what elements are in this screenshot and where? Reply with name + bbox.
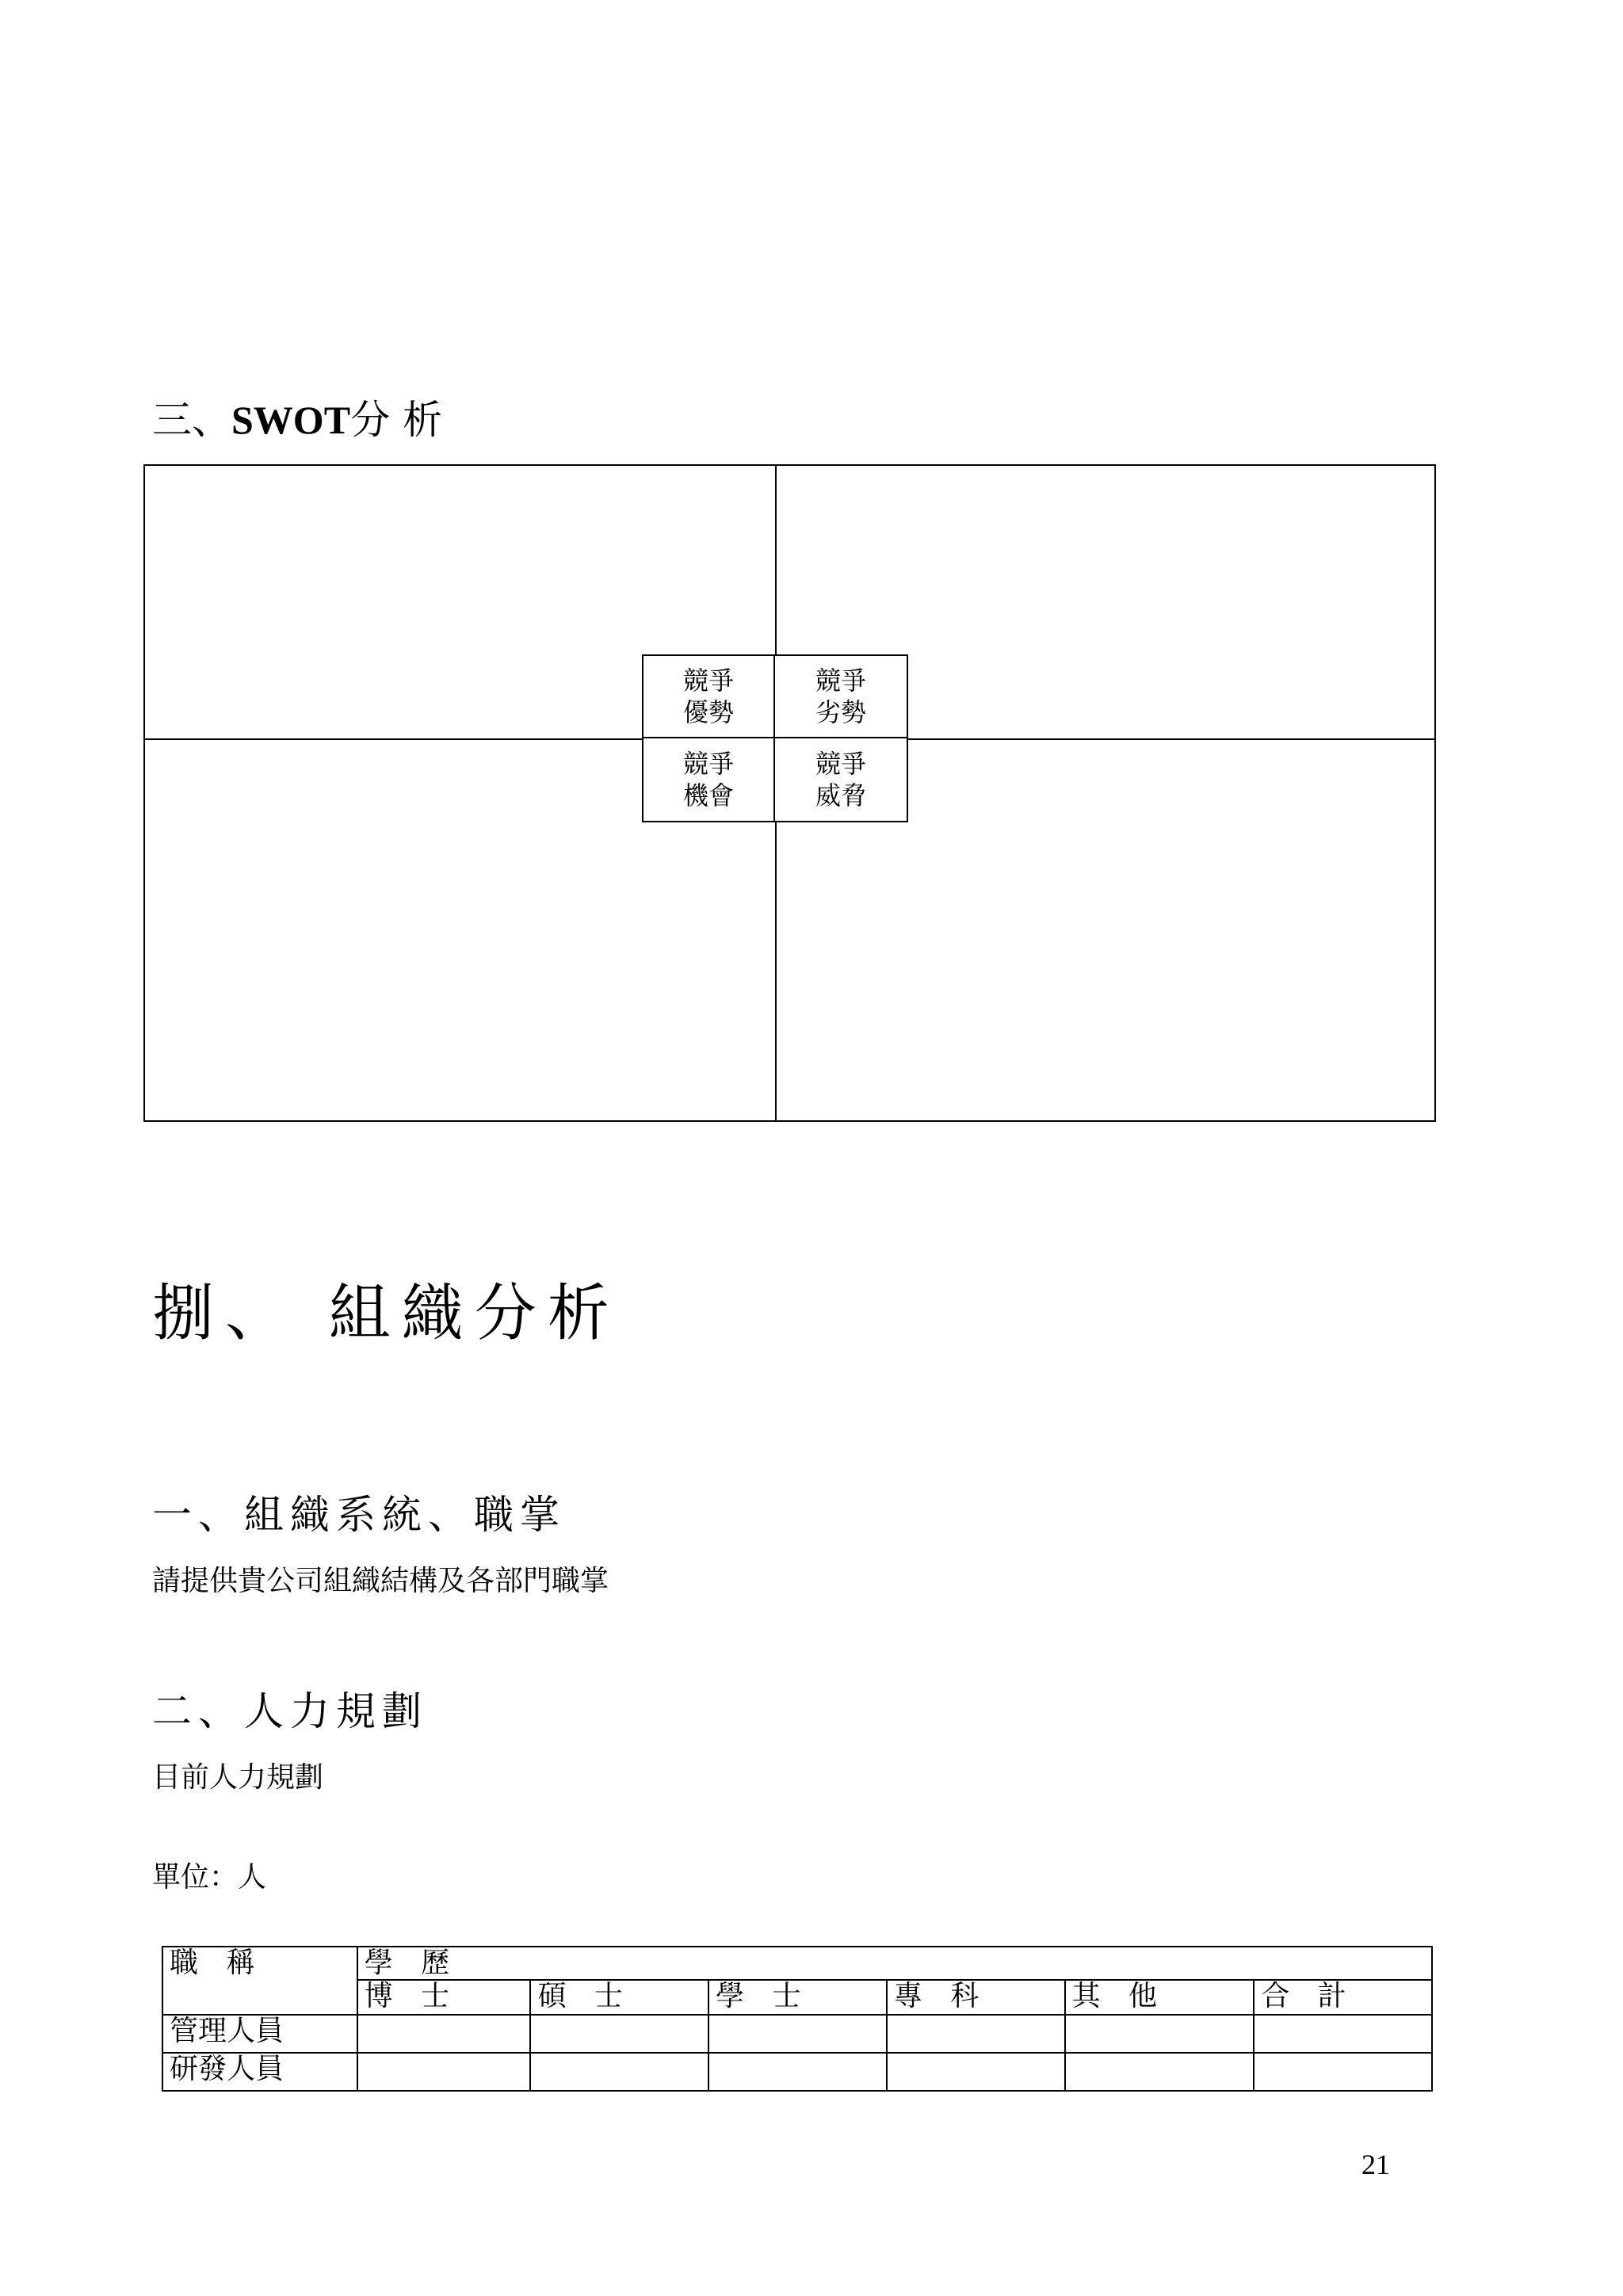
swot-strengths-label: 競爭 優勢 xyxy=(643,656,775,738)
staffing-table-wrap xyxy=(162,1946,1433,2092)
org-heading: 一、組織系統、職掌 xyxy=(152,1492,566,1538)
hr-subtitle: 目前人力規劃 xyxy=(152,1761,324,1794)
cell-input[interactable] xyxy=(530,2053,708,2091)
cell-input[interactable] xyxy=(357,2053,531,2091)
cell-input[interactable] xyxy=(357,2015,531,2053)
swot-opportunities-label: 競爭 機會 xyxy=(643,738,775,821)
header-edu-doctor: 博 士 xyxy=(357,1980,531,2015)
cell-input[interactable] xyxy=(708,2015,887,2053)
swot-threats-label: 競爭 威脅 xyxy=(815,749,866,810)
header-education: 學 歷 xyxy=(357,1947,1432,1980)
cell-input[interactable] xyxy=(1065,2053,1254,2091)
cell-input[interactable] xyxy=(887,2053,1065,2091)
header-total: 合 計 xyxy=(1254,1980,1432,2015)
header-edu-master: 碩 士 xyxy=(530,1980,708,2015)
swot-heading: 三、SWOT分 析 xyxy=(152,397,442,443)
row-role-management: 管理人員 xyxy=(162,2015,357,2053)
swot-weaknesses-label: 競爭 劣勢 xyxy=(775,656,907,738)
cell-input[interactable] xyxy=(1254,2053,1432,2091)
row-role-rnd: 研發人員 xyxy=(162,2053,357,2091)
cell-input[interactable] xyxy=(530,2015,708,2053)
swot-center-labels xyxy=(642,654,908,822)
cell-input[interactable] xyxy=(1254,2015,1432,2053)
header-edu-college: 專 科 xyxy=(887,1980,1065,2015)
cell-input[interactable] xyxy=(708,2053,887,2091)
org-instruction: 請提供貴公司組織結構及各部門職掌 xyxy=(152,1565,609,1597)
page-number: 21 xyxy=(1361,2149,1390,2180)
header-edu-other: 其 他 xyxy=(1065,1980,1254,2015)
header-edu-bachelor: 學 士 xyxy=(708,1980,887,2015)
unit-label: 單位：人 xyxy=(152,1861,267,1894)
header-role: 職 稱 xyxy=(162,1947,357,1980)
hr-heading: 二、人力規劃 xyxy=(152,1688,428,1734)
table-row xyxy=(162,2015,1432,2053)
header-role-cont xyxy=(162,1980,357,2015)
table-row xyxy=(162,2053,1432,2091)
table-header-row xyxy=(162,1947,1432,1980)
cell-input[interactable] xyxy=(887,2015,1065,2053)
table-subheader-row xyxy=(162,1980,1432,2015)
staffing-table xyxy=(162,1946,1433,2092)
cell-input[interactable] xyxy=(1065,2015,1254,2053)
section-title: 捌、 組織分析 xyxy=(152,1278,621,1349)
